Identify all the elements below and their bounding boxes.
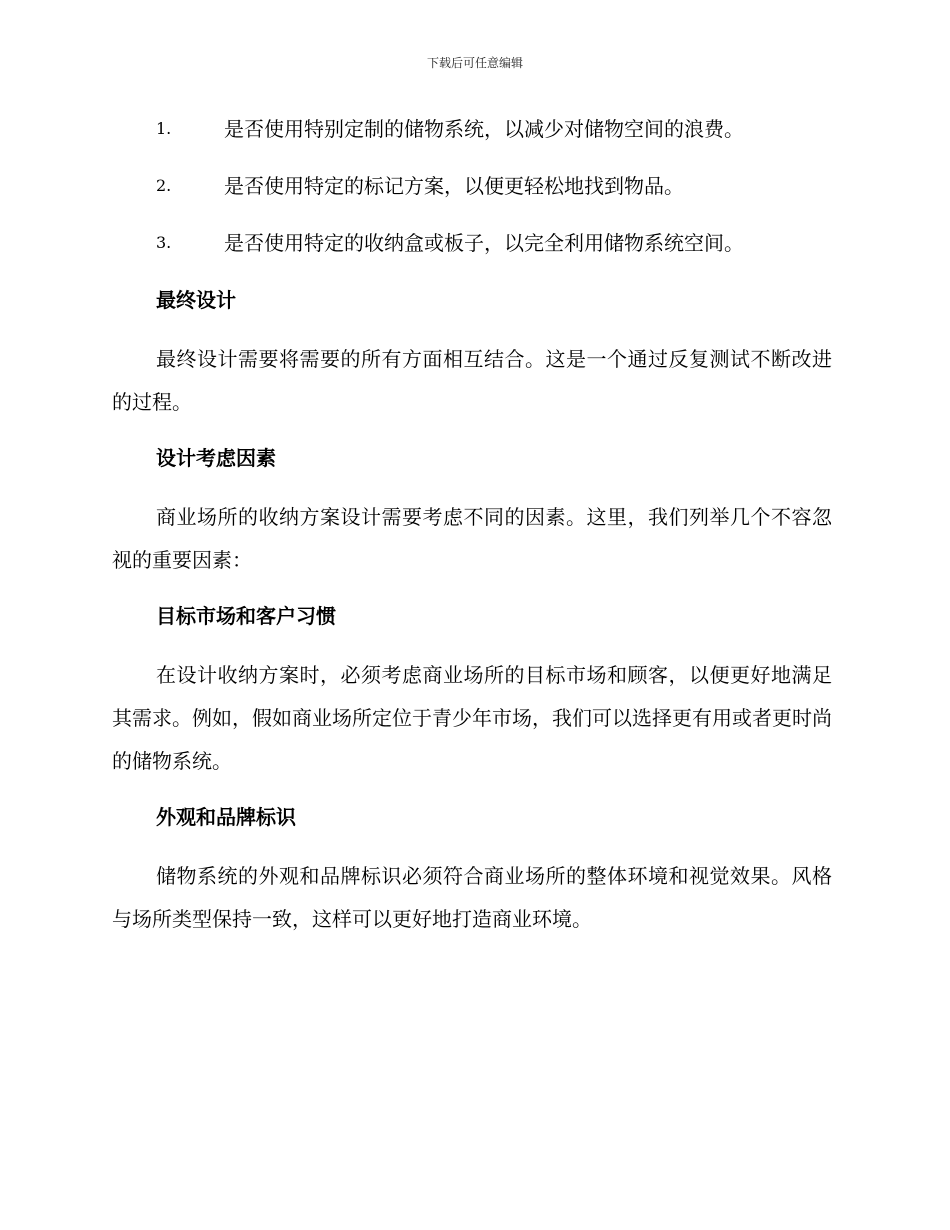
list-number: 3. xyxy=(156,233,172,252)
list-text: 是否使用特定的标记方案，以便更轻松地找到物品。 xyxy=(224,174,684,198)
section-paragraph: 储物系统的外观和品牌标识必须符合商业场所的整体环境和视觉效果。风格与场所类型保持一致，这样可以更好地打造商业环境。 xyxy=(112,864,832,931)
section-heading: 最终设计 xyxy=(156,288,236,312)
list-text: 是否使用特别定制的储物系统，以减少对储物空间的浪费。 xyxy=(224,117,744,141)
section-paragraph: 最终设计需要将需要的所有方面相互结合。这是一个通过反复测试不断改进的过程。 xyxy=(112,347,832,414)
list-item xyxy=(112,110,832,167)
section-heading: 外观和品牌标识 xyxy=(156,805,296,829)
list-item xyxy=(112,167,832,224)
list-item xyxy=(112,224,832,281)
list-number: 2. xyxy=(156,176,172,195)
section-paragraph: 商业场所的收纳方案设计需要考虑不同的因素。这里，我们列举几个不容忽视的重要因素： xyxy=(112,505,832,572)
document-body xyxy=(112,110,832,956)
section-heading: 设计考虑因素 xyxy=(156,446,276,470)
list-number: 1. xyxy=(156,119,172,138)
section-heading: 目标市场和客户习惯 xyxy=(156,604,336,628)
list-text: 是否使用特定的收纳盒或板子，以完全利用储物系统空间。 xyxy=(224,231,744,255)
section-paragraph: 在设计收纳方案时，必须考虑商业场所的目标市场和顾客，以便更好地满足其需求。例如，假如商业场所定位于青少年市场，我们可以选择更有用或者更时尚的储物系统。 xyxy=(112,663,832,773)
header-note: 下载后可任意编辑 xyxy=(426,56,523,70)
